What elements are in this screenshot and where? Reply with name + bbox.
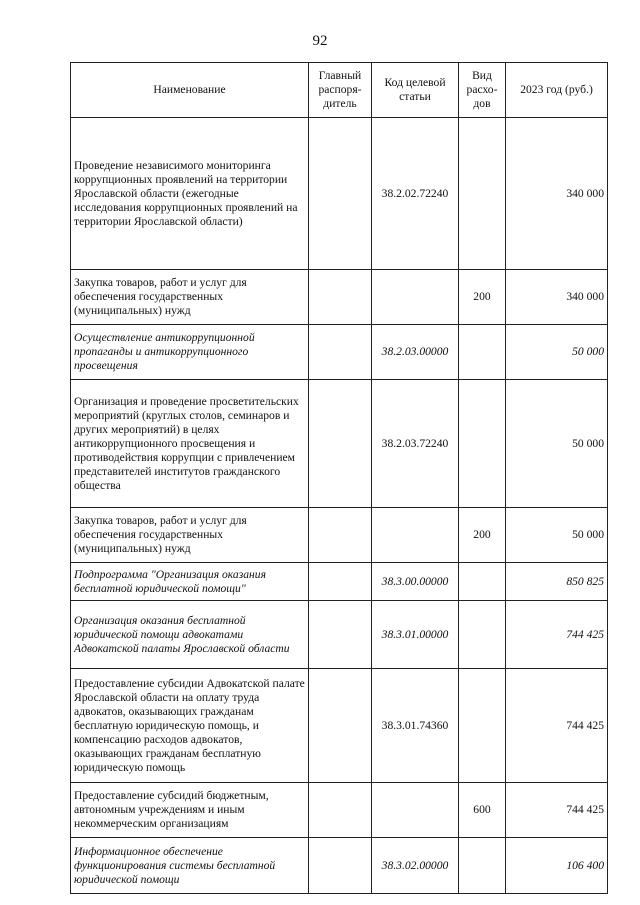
cell-name: Организация оказания бесплатной юридической помощи адвокатами Адвокатской палаты Ярославской области (71, 601, 309, 669)
cell-code: 38.3.02.00000 (372, 838, 459, 894)
cell-type: 200 (459, 508, 506, 563)
header-type: Вид расхо-дов (459, 63, 506, 118)
cell-name: Организация и проведение просветительских мероприятий (круглых столов, семинаров и других мероприятий) в целях антикоррупционного просвещения и противодействия коррупции с привлечением представителей институтов гражданского общества (71, 380, 309, 508)
cell-code: 38.3.01.74360 (372, 669, 459, 783)
cell-type (459, 601, 506, 669)
cell-admin (309, 508, 372, 563)
cell-admin (309, 270, 372, 325)
header-amount: 2023 год (руб.) (506, 63, 608, 118)
header-admin: Главный распоря-дитель (309, 63, 372, 118)
cell-admin (309, 563, 372, 601)
header-name: Наименование (71, 63, 309, 118)
cell-code (372, 270, 459, 325)
cell-admin (309, 380, 372, 508)
cell-admin (309, 325, 372, 380)
cell-code (372, 508, 459, 563)
cell-name: Закупка товаров, работ и услуг для обеспечения государственных (муниципальных) нужд (71, 508, 309, 563)
cell-type: 600 (459, 783, 506, 838)
table-row (71, 325, 608, 380)
table-row (71, 270, 608, 325)
cell-admin (309, 669, 372, 783)
cell-type (459, 669, 506, 783)
cell-admin (309, 118, 372, 270)
cell-admin (309, 601, 372, 669)
cell-amount: 744 425 (506, 669, 608, 783)
cell-amount: 106 400 (506, 838, 608, 894)
cell-type: 200 (459, 270, 506, 325)
cell-name: Информационное обеспечение функционирования системы бесплатной юридической помощи (71, 838, 309, 894)
cell-amount: 744 425 (506, 601, 608, 669)
cell-code: 38.2.03.72240 (372, 380, 459, 508)
cell-admin (309, 783, 372, 838)
page-number: 92 (312, 33, 328, 49)
cell-code: 38.3.01.00000 (372, 601, 459, 669)
cell-name: Проведение независимого мониторинга коррупционных проявлений на территории Ярославской области (ежегодные исследования коррупционных проявлений на территории Ярославской области) (71, 118, 309, 270)
cell-amount: 340 000 (506, 118, 608, 270)
cell-type (459, 563, 506, 601)
cell-name: Закупка товаров, работ и услуг для обеспечения государственных (муниципальных) нужд (71, 270, 309, 325)
header-code: Код целевой статьи (372, 63, 459, 118)
table-row (71, 601, 608, 669)
cell-amount: 850 825 (506, 563, 608, 601)
cell-amount: 744 425 (506, 783, 608, 838)
table-row (71, 118, 608, 270)
table-row (71, 380, 608, 508)
cell-admin (309, 838, 372, 894)
cell-type (459, 325, 506, 380)
cell-code: 38.2.03.00000 (372, 325, 459, 380)
cell-code: 38.2.02.72240 (372, 118, 459, 270)
cell-type (459, 838, 506, 894)
cell-amount: 50 000 (506, 325, 608, 380)
table-row (71, 563, 608, 601)
cell-type (459, 118, 506, 270)
table-row (71, 838, 608, 894)
cell-name: Осуществление антикоррупционной пропаганды и антикоррупционного просвещения (71, 325, 309, 380)
table-body (71, 118, 608, 894)
cell-type (459, 380, 506, 508)
table-row (71, 508, 608, 563)
cell-name: Подпрограмма "Организация оказания бесплатной юридической помощи" (71, 563, 309, 601)
cell-code: 38.3.00.00000 (372, 563, 459, 601)
table-row (71, 669, 608, 783)
cell-name: Предоставление субсидий бюджетным, автономным учреждениям и иным некоммерческим организациям (71, 783, 309, 838)
cell-code (372, 783, 459, 838)
cell-amount: 50 000 (506, 508, 608, 563)
budget-table (70, 62, 608, 894)
cell-amount: 340 000 (506, 270, 608, 325)
table-row (71, 783, 608, 838)
cell-amount: 50 000 (506, 380, 608, 508)
table-header-row (71, 63, 608, 118)
cell-name: Предоставление субсидии Адвокатской палате Ярославской области на оплату труда адвокатов, оказывающих гражданам бесплатную юридическую помощь, и компенсацию расходов адвокатов, оказывающих гражданам бесплатную юридическую помощь (71, 669, 309, 783)
